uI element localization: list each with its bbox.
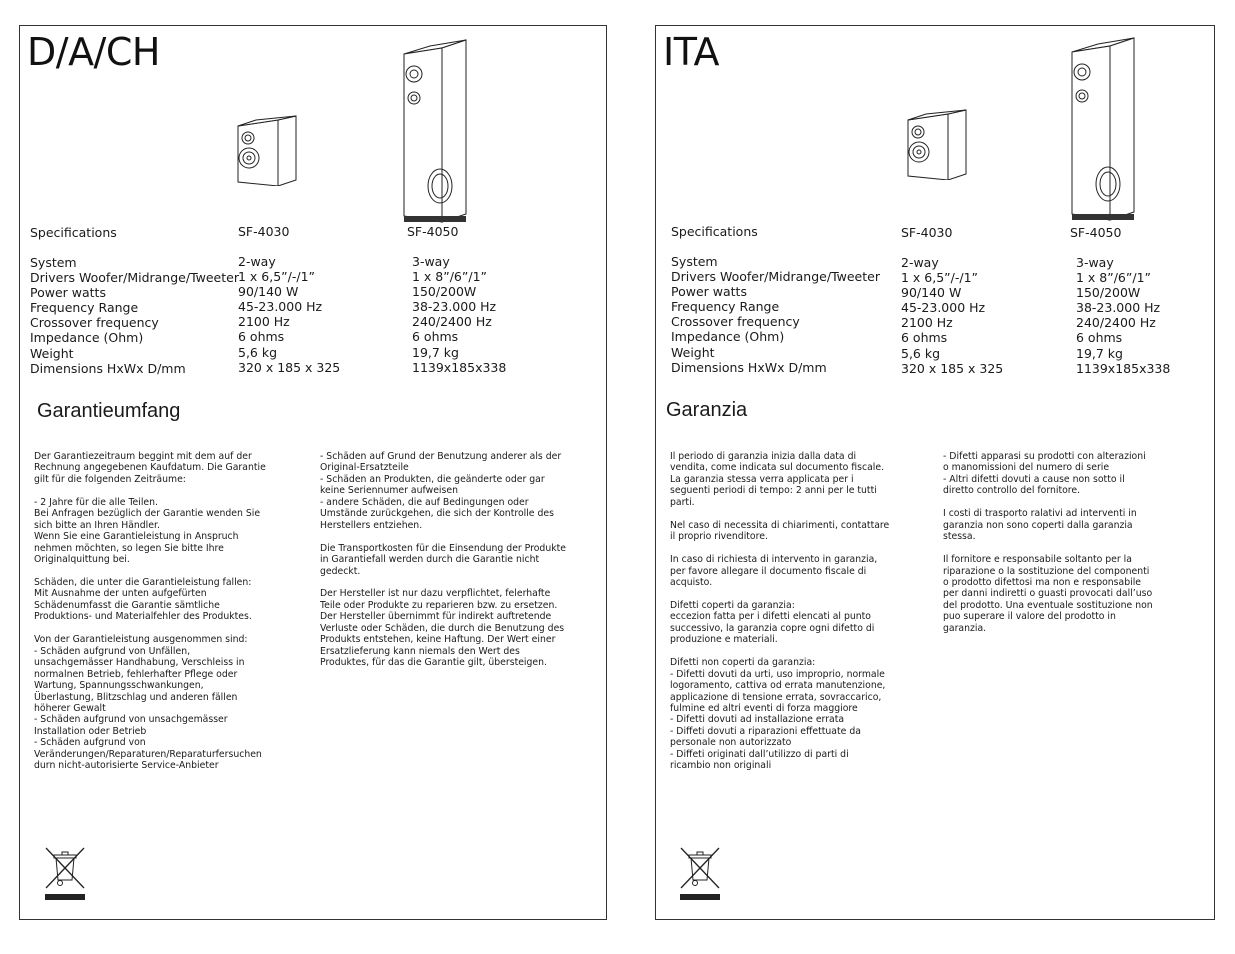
warranty-text-col2: - Difetti apparasi su prodotti con alterazioni o manomissioni del numero di serie - Altri difetti dovuti a cause non sotto il diretto controllo del fornitore. I costi di trasporto ralativi ad interventi in garanzia non sono coperti dalla garanzia stessa. Il fornitore e responsabile soltanto per la riparazione o la sostituzione del componenti o prodotto difettosi ma non e responsabile per danni indiretti o guasti provocati dall’uso del prodotto. Una eventuale sostituzione non puo superare il valore del prodotto in garanzia. [943, 451, 1153, 634]
spec-value: 6 ohms [1076, 330, 1123, 346]
spec-value: 2100 Hz [901, 315, 953, 331]
spec-label: Dimensions HxWx D/mm [671, 359, 827, 375]
spec-value: 38-23.000 Hz [412, 299, 497, 315]
spec-value: 150/200W [412, 284, 477, 300]
spec-label: Power watts [671, 284, 747, 300]
spec-value: 19,7 kg [412, 344, 459, 360]
spec-value: 1 x 8”/6”/1” [1076, 270, 1152, 286]
spec-value: 1 x 8”/6”/1” [412, 269, 488, 285]
spec-value: 5,6 kg [238, 344, 278, 360]
region-title: D/A/CH [27, 30, 160, 74]
spec-value: 45-23.000 Hz [901, 300, 986, 316]
spec-label: Crossover frequency [671, 314, 800, 330]
spec-label: Impedance (Ohm) [30, 330, 144, 346]
floorstanding-speaker-icon [400, 36, 470, 224]
model-sf4030-header: SF-4030 [901, 225, 953, 240]
spec-value: 3-way [1076, 255, 1114, 270]
spec-value: 6 ohms [238, 329, 285, 345]
spec-label: Frequency Range [671, 299, 780, 315]
spec-value: 45-23.000 Hz [238, 299, 323, 315]
floorstanding-speaker-icon [1068, 34, 1138, 222]
spec-label: Impedance (Ohm) [671, 329, 785, 345]
spec-label: Frequency Range [30, 300, 139, 316]
page-dach [19, 25, 607, 920]
region-title: ITA [663, 30, 719, 74]
spec-label: Drivers Woofer/Midrange/Tweeter [671, 269, 880, 285]
warranty-text-col1: Der Garantiezeitraum beggint mit dem auf der Rechnung angegebenen Kaufdatum. Die Garantie gilt für die folgenden Zeiträume: - 2 Jahre für die alle Teilen. Bei Anfragen bezüglich der Garantie wenden Sie sich bitte an Ihren Händler. Wenn Sie eine Garantieleistung in Anspruch nehmen möchten, so legen Sie bitte Ihre Originalquittung bei. Schäden, die unter die Garantieleistung fallen: Mit Ausnahme der unten aufgefürten Schädenumfasst die Garantie sämtliche Produktions- und Materialfehler des Produktes. Von der Garantieleistung ausgenommen sind: - Schäden aufgrund von Unfällen, unsachgemässer Handhabung, Verschleiss in normalnen Betrieb, fehlerhafter Pflege oder Wartung, Spannungsschwankungen, Überlastung, Blitzschlag und anderen fällen höherer Gewalt - Schäden aufgrund von unsachgemässer Installation oder Betrieb - Schäden aufgrund von Veränderungen/Reparaturen/Reparaturfersuchen durn nicht-autorisierte Service-Anbieter [34, 451, 266, 772]
spec-value: 90/140 W [901, 285, 962, 301]
spec-heading: Specifications [30, 225, 117, 240]
spec-value: 6 ohms [412, 329, 459, 345]
spec-value: 320 x 185 x 325 [238, 359, 341, 375]
spec-value: 150/200W [1076, 285, 1141, 301]
spec-label: System [30, 255, 77, 270]
spec-label: Drivers Woofer/Midrange/Tweeter [30, 270, 239, 286]
spec-value: 2100 Hz [238, 314, 290, 330]
spec-values-sf4030 [238, 254, 340, 375]
bookshelf-speaker-icon [236, 114, 298, 186]
bookshelf-speaker-icon [906, 108, 968, 180]
spec-label: Weight [671, 344, 715, 360]
spec-value: 2-way [901, 255, 939, 270]
page-ita [655, 25, 1215, 920]
spec-value: 1 x 6,5”/-/1” [901, 270, 979, 286]
warranty-title: Garantieumfang [37, 400, 181, 422]
spec-value: 38-23.000 Hz [1076, 300, 1161, 316]
spec-value: 3-way [412, 254, 450, 269]
spec-heading: Specifications [671, 224, 758, 239]
spec-value: 2-way [238, 254, 276, 269]
model-sf4050-header: SF-4050 [407, 224, 459, 239]
spec-values-sf4030 [901, 255, 1003, 376]
spec-value: 19,7 kg [1076, 345, 1123, 361]
spec-value: 6 ohms [901, 330, 948, 346]
spec-labels [671, 254, 880, 375]
spec-value: 5,6 kg [901, 345, 941, 361]
warranty-text-col2: - Schäden auf Grund der Benutzung anderer als der Original-Ersatzteile - Schäden an Produkten, die geänderte oder gar keine Seriennumer aufweisen - andere Schäden, die auf Bedingungen oder Umstände zurückgehen, die sich der Kontrolle des Herstellers entziehen. Die Transportkosten für die Einsendung der Produkte in Garantiefall werden durch die Garantie nicht gedeckt. Der Hersteller ist nur dazu verpflichtet, felerhafte Teile oder Produkte zu reparieren bzw. zu ersetzen. Der Hersteller übernimmt für indirekt auftretende Verluste oder Schäden, die durch die Benutzung des Produkts entstehen, keine Haftung. Der Wert einer Ersatzlieferung kann niemals den Wert des Produktes, für das die Garantie gilt, übersteigen. [320, 451, 566, 669]
spec-label: Weight [30, 345, 74, 361]
spec-value: 240/2400 Hz [1076, 315, 1156, 331]
spec-value: 1139x185x338 [412, 359, 507, 375]
spec-value: 240/2400 Hz [412, 314, 492, 330]
spec-value: 1139x185x338 [1076, 360, 1171, 376]
spec-labels [30, 255, 239, 376]
crossed-out-wheelie-bin-icon [42, 846, 88, 902]
warranty-text-col1: Il periodo di garanzia inizia dalla data di vendita, come indicata sul documento fiscale. La garanzia stessa verra applicata per i seguenti periodi di tempo: 2 anni per le tutti parti. Nel caso di necessita di chiarimenti, contattare il proprio rivenditore. In caso di richiesta di intervento in garanzia, per favore allegare il documento fiscale di acquisto. Difetti coperti da garanzia: eccezion fatta per i difetti elencati al punto successivo, la garanzia copre ogni difetto di produzione e materiali. Difetti non coperti da garanzia: - Difetti dovuti da urti, uso improprio, normale logoramento, cattiva od errata manutenzione, applicazione di tensione errata, sovraccarico, fulmine ed altri eventi di forza maggiore - Difetti dovuti ad installazione errata - Diffeti dovuti a riparazioni effettuate da personale non autorizzato - Diffeti originati dall’utilizzo di parti di ricambio non originali [670, 451, 890, 772]
spec-value: 90/140 W [238, 284, 299, 300]
model-sf4050-header: SF-4050 [1070, 225, 1122, 240]
spec-values-sf4050 [1076, 255, 1170, 376]
spec-value: 1 x 6,5”/-/1” [238, 269, 316, 285]
spec-value: 320 x 185 x 325 [901, 360, 1004, 376]
model-sf4030-header: SF-4030 [238, 224, 290, 239]
spec-label: Dimensions HxWx D/mm [30, 360, 186, 376]
spec-values-sf4050 [412, 254, 506, 375]
spec-label: Crossover frequency [30, 315, 159, 331]
spec-label: System [671, 254, 718, 269]
warranty-title: Garanzia [666, 399, 748, 421]
spec-label: Power watts [30, 285, 106, 301]
crossed-out-wheelie-bin-icon [677, 846, 723, 902]
